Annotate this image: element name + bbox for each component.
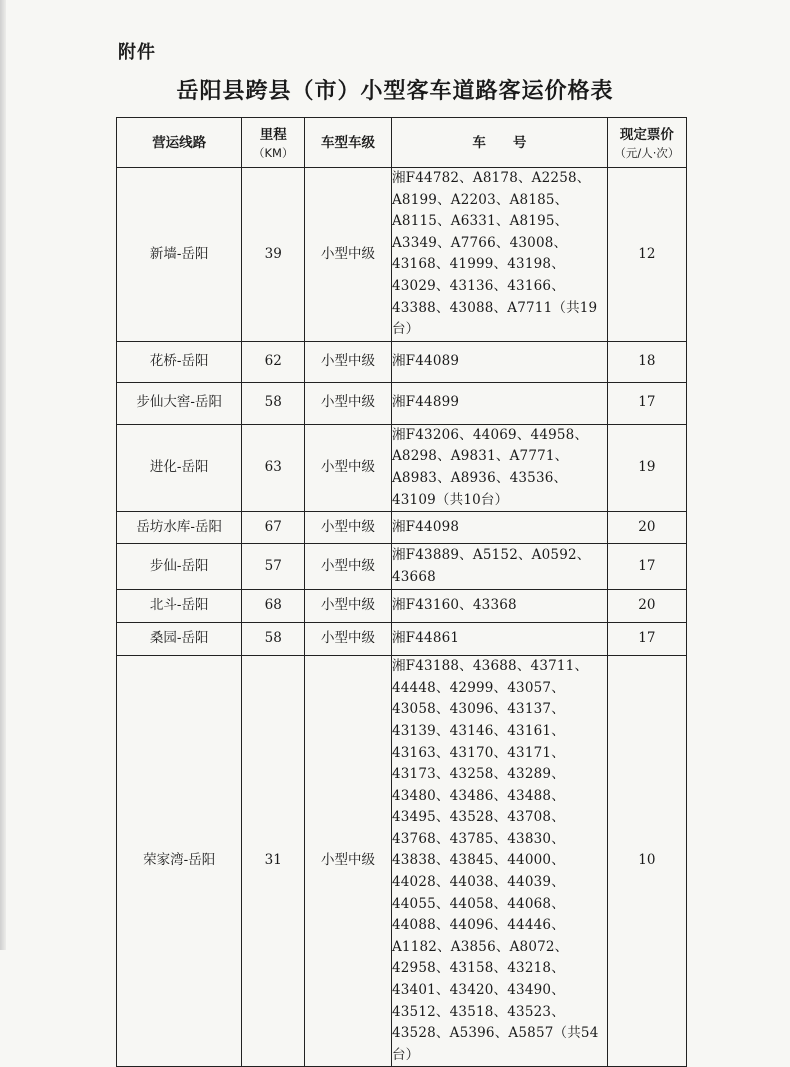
table-row bbox=[117, 168, 687, 342]
price-cell: 18 bbox=[607, 341, 686, 382]
scan-left-edge bbox=[0, 0, 6, 950]
plates-cell: 湘F44089 bbox=[391, 341, 607, 382]
km-cell: 57 bbox=[242, 544, 305, 590]
plates-cell: 湘F43160、43368 bbox=[391, 590, 607, 623]
vehicle-type-cell: 小型中级 bbox=[305, 544, 392, 590]
route-cell: 进化-岳阳 bbox=[117, 424, 242, 511]
km-cell: 63 bbox=[242, 424, 305, 511]
table-header-row bbox=[117, 118, 687, 168]
table-row bbox=[117, 341, 687, 382]
page-title: 岳阳县跨县（市）小型客车道路客运价格表 bbox=[176, 78, 614, 104]
km-cell: 62 bbox=[242, 341, 305, 382]
price-cell: 20 bbox=[607, 590, 686, 623]
km-cell: 39 bbox=[242, 168, 305, 342]
column-header-route bbox=[117, 118, 242, 168]
vehicle-type-cell: 小型中级 bbox=[305, 382, 392, 424]
table-row bbox=[117, 544, 687, 590]
price-cell: 20 bbox=[607, 512, 686, 544]
plates-cell: 湘F43206、44069、44958、A8298、A9831、A7771、A8983、A8936、43536、43109（共10台） bbox=[391, 424, 607, 511]
column-header-price bbox=[607, 118, 686, 168]
table-row bbox=[117, 424, 687, 511]
column-header-price-label: 现定票价 bbox=[619, 126, 674, 143]
km-cell: 58 bbox=[242, 623, 305, 656]
plates-cell: 湘F43188、43688、43711、44448、42999、43057、43058、43096、43137、43139、43146、43161、43163、43170、43171、43173、43258、43289、43480、43486、43488、43495、43528、43708、43768、43785、43830、43838、43845、44000、44028、44038、44039、44055、44058、44068、44088、44096、44446、A1182、A3856、A8072、42958、43158、43218、43401、43420、43490、43512、43518、43523、43528、A5396、A5857（共54台） bbox=[391, 656, 607, 1067]
vehicle-type-cell: 小型中级 bbox=[305, 341, 392, 382]
price-cell: 12 bbox=[607, 168, 686, 342]
column-header-km bbox=[242, 118, 305, 168]
column-header-type bbox=[305, 118, 392, 168]
price-cell: 10 bbox=[607, 656, 686, 1067]
plates-cell: 湘F44861 bbox=[391, 623, 607, 656]
route-cell: 步仙-岳阳 bbox=[117, 544, 242, 590]
attachment-label: 附件 bbox=[118, 42, 156, 63]
vehicle-type-cell: 小型中级 bbox=[305, 656, 392, 1067]
km-cell: 58 bbox=[242, 382, 305, 424]
vehicle-type-cell: 小型中级 bbox=[305, 424, 392, 511]
column-header-price-unit: （元/人·次） bbox=[614, 145, 680, 160]
column-header-km-label: 里程 bbox=[259, 126, 287, 143]
plates-cell: 湘F43889、A5152、A0592、43668 bbox=[391, 544, 607, 590]
route-cell: 荣家湾-岳阳 bbox=[117, 656, 242, 1067]
vehicle-type-cell: 小型中级 bbox=[305, 168, 392, 342]
table-row bbox=[117, 512, 687, 544]
column-header-route-label: 营运线路 bbox=[152, 134, 207, 151]
column-header-km-unit: （KM） bbox=[252, 145, 294, 160]
table-row bbox=[117, 382, 687, 424]
price-cell: 17 bbox=[607, 544, 686, 590]
price-cell: 19 bbox=[607, 424, 686, 511]
plates-cell: 湘F44098 bbox=[391, 512, 607, 544]
column-header-type-label: 车型车级 bbox=[321, 134, 376, 151]
km-cell: 67 bbox=[242, 512, 305, 544]
route-cell: 北斗-岳阳 bbox=[117, 590, 242, 623]
route-cell: 岳坊水库-岳阳 bbox=[117, 512, 242, 544]
route-cell: 新墙-岳阳 bbox=[117, 168, 242, 342]
km-cell: 31 bbox=[242, 656, 305, 1067]
table-row bbox=[117, 623, 687, 656]
vehicle-type-cell: 小型中级 bbox=[305, 623, 392, 656]
vehicle-type-cell: 小型中级 bbox=[305, 512, 392, 544]
km-cell: 68 bbox=[242, 590, 305, 623]
plates-cell: 湘F44782、A8178、A2258、A8199、A2203、A8185、A8115、A6331、A8195、A3349、A7766、43008、43168、41999、43198、43029、43136、43166、43388、43088、A7711（共19台） bbox=[391, 168, 607, 342]
plates-cell: 湘F44899 bbox=[391, 382, 607, 424]
table-row bbox=[117, 656, 687, 1067]
price-cell: 17 bbox=[607, 623, 686, 656]
vehicle-type-cell: 小型中级 bbox=[305, 590, 392, 623]
table-row bbox=[117, 590, 687, 623]
price-cell: 17 bbox=[607, 382, 686, 424]
column-header-plates-label: 车 号 bbox=[472, 134, 527, 151]
route-cell: 步仙大窖-岳阳 bbox=[117, 382, 242, 424]
route-cell: 桑园-岳阳 bbox=[117, 623, 242, 656]
route-cell: 花桥-岳阳 bbox=[117, 341, 242, 382]
column-header-plates bbox=[391, 118, 607, 168]
fare-table bbox=[116, 117, 687, 1067]
